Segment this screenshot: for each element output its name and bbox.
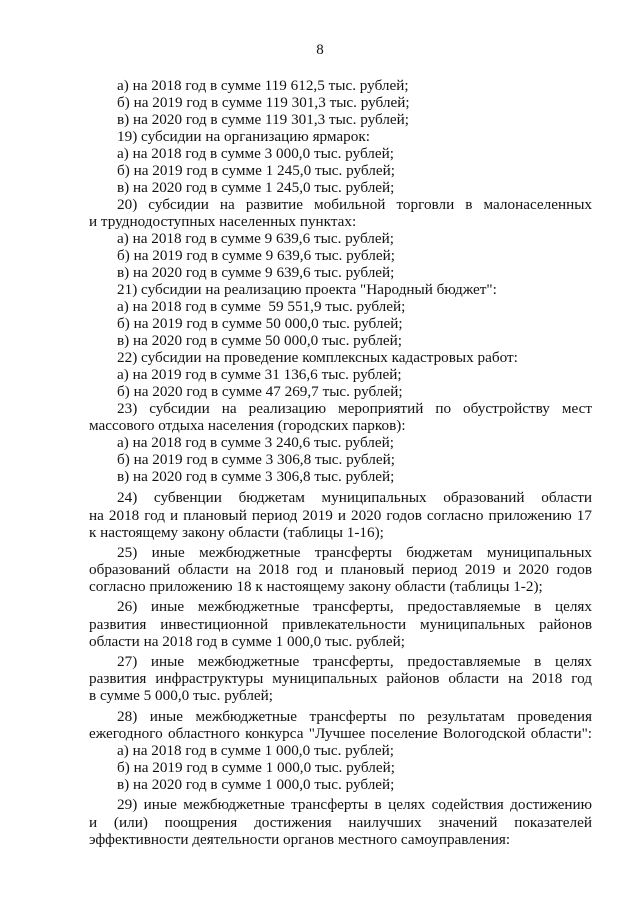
text-line: б) на 2019 год в сумме 1 245,0 тыс. рублей; xyxy=(117,162,395,179)
text-line: в) на 2020 год в сумме 1 000,0 тыс. рублей; xyxy=(117,776,395,793)
text-line: 29) иные межбюджетные трансферты в целях содействия достижению xyxy=(117,796,592,813)
text-line: развития инвестиционной привлекательности муниципальных районов xyxy=(89,616,592,633)
text-line: ежегодного областного конкурса "Лучшее поселение Вологодской области": xyxy=(89,725,592,742)
text-line: области на 2018 год в сумме 1 000,0 тыс. рублей; xyxy=(89,633,405,650)
text-line: согласно приложению 18 к настоящему закону области (таблицы 1-2); xyxy=(89,578,543,595)
text-line: образований области на 2018 год и плановый период 2019 и 2020 годов xyxy=(89,561,592,578)
text-line: а) на 2018 год в сумме 59 551,9 тыс. рублей; xyxy=(117,298,406,315)
text-line: а) на 2018 год в сумме 3 000,0 тыс. рублей; xyxy=(117,145,394,162)
text-line: в) на 2020 год в сумме 119 301,3 тыс. рублей; xyxy=(117,111,410,128)
text-line: б) на 2020 год в сумме 47 269,7 тыс. рублей; xyxy=(117,383,403,400)
text-line: и труднодоступных населенных пунктах: xyxy=(89,213,357,230)
text-line: в) на 2020 год в сумме 3 306,8 тыс. рублей; xyxy=(117,468,395,485)
text-line: к настоящему закону области (таблицы 1-16); xyxy=(89,524,384,541)
text-line: 28) иные межбюджетные трансферты по результатам проведения xyxy=(117,708,592,725)
text-line: в) на 2020 год в сумме 50 000,0 тыс. рублей; xyxy=(117,332,402,349)
text-line: 27) иные межбюджетные трансферты, предоставляемые в целях xyxy=(117,653,592,670)
text-line: и (или) поощрения достижения наилучших значений показателей xyxy=(89,814,592,831)
text-line: б) на 2019 год в сумме 1 000,0 тыс. рублей; xyxy=(117,759,395,776)
text-line: эффективности деятельности органов местного самоуправления: xyxy=(89,831,511,848)
text-line: в) на 2020 год в сумме 9 639,6 тыс. рублей; xyxy=(117,264,395,281)
page-number: 8 xyxy=(316,42,324,58)
text-line: б) на 2019 год в сумме 119 301,3 тыс. рублей; xyxy=(117,94,410,111)
text-line: на 2018 год и плановый период 2019 и 2020 годов согласно приложению 17 xyxy=(89,507,592,524)
text-line: 20) субсидии на развитие мобильной торговли в малонаселенных xyxy=(117,196,592,213)
text-line: а) на 2019 год в сумме 31 136,6 тыс. рублей; xyxy=(117,366,402,383)
text-line: в) на 2020 год в сумме 1 245,0 тыс. рублей; xyxy=(117,179,395,196)
text-line: 22) субсидии на проведение комплексных кадастровых работ: xyxy=(117,349,518,366)
text-line: массового отдыха населения (городских парков): xyxy=(89,417,406,434)
text-line: б) на 2019 год в сумме 3 306,8 тыс. рублей; xyxy=(117,451,395,468)
text-line: 23) субсидии на реализацию мероприятий по обустройству мест xyxy=(117,400,592,417)
text-line: 25) иные межбюджетные трансферты бюджетам муниципальных xyxy=(117,544,592,561)
text-line: 24) субвенции бюджетам муниципальных образований области xyxy=(117,489,592,506)
text-line: б) на 2019 год в сумме 9 639,6 тыс. рублей; xyxy=(117,247,395,264)
text-line: а) на 2018 год в сумме 119 612,5 тыс. рублей; xyxy=(117,77,409,94)
text-line: в сумме 5 000,0 тыс. рублей; xyxy=(89,687,273,704)
text-line: 19) субсидии на организацию ярмарок: xyxy=(117,128,370,145)
text-line: а) на 2018 год в сумме 3 240,6 тыс. рублей; xyxy=(117,434,394,451)
text-line: развития инфраструктуры муниципальных районов области на 2018 год xyxy=(89,670,592,687)
text-line: 26) иные межбюджетные трансферты, предоставляемые в целях xyxy=(117,598,592,615)
text-line: а) на 2018 год в сумме 9 639,6 тыс. рублей; xyxy=(117,230,394,247)
text-line: 21) субсидии на реализацию проекта "Народный бюджет": xyxy=(117,281,497,298)
text-line: а) на 2018 год в сумме 1 000,0 тыс. рублей; xyxy=(117,742,394,759)
text-line: б) на 2019 год в сумме 50 000,0 тыс. рублей; xyxy=(117,315,403,332)
